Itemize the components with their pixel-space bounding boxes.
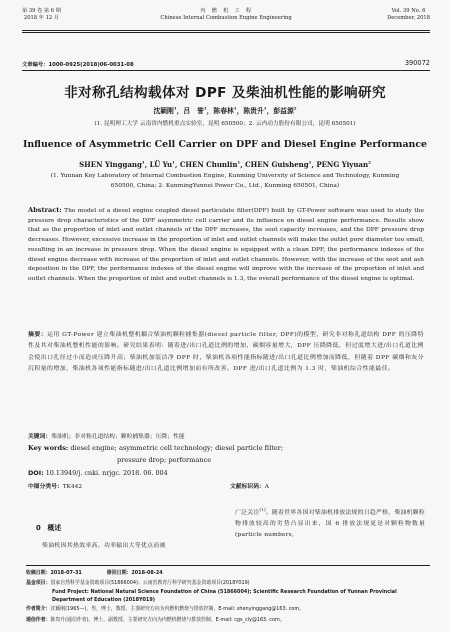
section-paragraph-cont: 广泛关注 — [235, 510, 260, 516]
author-affil-mark: 1 — [173, 105, 177, 111]
author-name-en: SHEN Yinggang — [79, 160, 142, 169]
article-id-line — [22, 60, 430, 68]
doc-code-label: 文献标识码： — [230, 484, 265, 490]
revised-date: 2018-08-24 — [131, 570, 163, 576]
received-date: 2018-07-31 — [50, 570, 82, 576]
article-code: 390072 — [404, 59, 430, 67]
fund-text: 国家自然科学基金资助项目(51866004)；云南省教育厅科学研究基金资助项目(2018Y019) — [50, 580, 250, 587]
author-name-en: CHEN Chunlin — [179, 160, 238, 169]
fund-label: 基金项目： — [26, 580, 51, 587]
author-affil-mark: 1 — [141, 159, 145, 165]
id-rule — [22, 70, 430, 71]
author-bio: 沈颖刚(1965—)，男，博士，教授，主要研究方向为内燃机燃烧与排放控制，E-mail: shenyinggang@163. com。 — [50, 606, 305, 613]
section-paragraph-cont: 。随着世界各国对柴油机排放法规的日趋严格，柴油机颗粒物排放较高的劣势凸显出来，国 6 排放法规更是对颗粒物数量(particle numbers, — [235, 510, 425, 538]
corresponding-label: 通信作者： — [26, 616, 51, 623]
author-name: 陈春林 — [213, 107, 234, 115]
author-name-en: CHEN Guisheng — [245, 160, 309, 169]
footnote-fund — [26, 578, 430, 588]
doi-label: DOI: — [28, 469, 44, 477]
volume-issue-en: Vol. 39 No. 6 — [391, 8, 426, 14]
keywords-label-en: Key words: — [28, 444, 69, 452]
abstract-label-en: Abstract: — [28, 206, 62, 214]
corresponding-bio: 陈贵升(通信作者)，博士，副教授，主要研究方向为内燃机燃烧与排放控制，E-mail: cgs_cly@163. com。 — [50, 616, 285, 623]
author-affil-mark: 2 — [293, 105, 297, 111]
running-header — [22, 8, 430, 30]
clc-label: 中图分类号： — [28, 484, 63, 490]
issue-date-en: December, 2018 — [387, 15, 430, 21]
authors-cn: 沈颖刚$^1$，吕 誉$^1$，陈春林$^1$，陈贵升$^1$，彭益源$^2$ — [153, 105, 297, 115]
footnote-corresponding — [26, 615, 430, 625]
fund-text-en: Fund Project: National Natural Science Foundation of China (51866004); Scientific Research Foundation of Yunnan Provincial Department of Education (2018Y019) — [52, 589, 397, 604]
body-column-right — [235, 508, 425, 541]
doi-value: 10.13949/j. cnki. nrjgc. 2018. 06. 004 — [45, 469, 168, 477]
issue-date-cn: 2018 年 12 月 — [23, 15, 60, 21]
journal-name — [22, 8, 430, 22]
author-name: 沈颖刚 — [153, 107, 174, 115]
abstract-text-cn: 运用 GT-Power 建立柴油机整机耦合柴油机颗粒捕集器(diesel particle filter, DPF)的模型，研究非对称孔道结构 DPF 的压降特性及其对柴油机整机性能的影响。研究结果表明：随着进/出口孔道比例的增加，碳烟容量增大，DPF 压降降低，但过度增大进/出口孔道比例会使出口孔径过小而造成压降升高；柴油机加装洁净 DPF 时，柴油机各项性能指标随进/出口孔道比例增加而降低，但随着 DPF 碳烟和灰分沉积量的增加，柴油机各项性能指标随进/出口孔道比例增加而有所改善。DPF 进/出口孔道比例为 1.3 时，柴油机综合性能最佳。 — [28, 332, 424, 372]
received-label: 收稿日期： — [26, 570, 51, 576]
footnote-dates — [26, 568, 430, 578]
author-affil-mark: 1 — [203, 105, 207, 111]
footnotes — [26, 568, 430, 625]
author-name: 吕 誉 — [183, 107, 204, 115]
journal-name-en: Chinese Internal Combustion Engine Engineering — [160, 15, 292, 21]
title-cn: 非对称孔结构载体对 DPF 及柴油机性能的影响研究 — [64, 85, 386, 101]
title-en: Influence of Asymmetric Cell Carrier on DPF and Diesel Engine Performance — [22, 139, 428, 150]
keywords-en — [28, 442, 424, 466]
journal-name-cn: 内 燃 机 工 程 — [200, 8, 252, 14]
volume-issue: 第 39 卷 第 6 期 — [22, 8, 61, 14]
affiliation-en: (1. Yunnan Key Laboratory of Internal Combustion Engine, Kunming University of Science and Technology, Kunming 650500, China; 2. KunmingYunnei Power Co., Ltd., Kunming 650501, China) — [50, 173, 400, 189]
author-affil-mark: 1 — [172, 159, 175, 165]
author-name: 陈贵升 — [243, 107, 264, 115]
author-name-en: LÜ Yu — [149, 160, 173, 169]
keywords-cn — [28, 431, 185, 440]
author-affil-mark: 2 — [368, 159, 371, 165]
citation-mark: [1] — [259, 507, 266, 513]
doc-code-value: A — [264, 484, 269, 490]
author-affil-mark: 1 — [308, 159, 312, 165]
author-name: 彭益源 — [273, 107, 294, 115]
author-bio-label: 作者简介： — [26, 606, 51, 613]
abstract-label-cn: 摘要： — [28, 332, 48, 338]
author-affil-mark: 1 — [263, 105, 267, 111]
abstract-en — [28, 206, 424, 284]
section-heading: 0 概述 — [36, 524, 62, 532]
keywords-text-en-cont: pressure drop; performance — [117, 456, 212, 464]
footnote-fund-en — [26, 588, 430, 604]
author-affil-mark: 1 — [233, 105, 237, 111]
author-name-en: PENG Yiyuan — [316, 160, 369, 169]
doi-line — [28, 469, 168, 477]
clc-value: TK442 — [62, 484, 83, 490]
body-column-left — [28, 508, 211, 549]
keywords-text-cn: 柴油机；非对称孔道结构；颗粒捕集器；压降；性能 — [51, 434, 185, 440]
abstract-cn — [28, 330, 424, 375]
keywords-text-en: diesel engine; asymmetric cell technology; diesel particle filter; — [70, 444, 284, 452]
classification-line — [28, 481, 424, 490]
section-paragraph: 柴油机因其热效率高、功率输出大等优点而被 — [42, 543, 166, 549]
header-rule-bottom — [22, 32, 430, 33]
affiliation-cn: (1. 昆明理工大学 云南省内燃机重点实验室，昆明 650500；2. 云内动力股份有限公司，昆明 650501) — [94, 121, 356, 127]
abstract-text-en: The model of a diesel engine coupled diesel particulate filter(DPF) built by GT-Power software was used to study the pressure drop characteristics of the DPF asymmetric cell carrier and its influence on diesel engine performance. Results show that as the proportion of inlet and outlet channels of the DPF increases, the soot capacity increases, and the DPF pressure drop decreases. However, excessive increase in the proportion of inlet and outlet channels will make the outlet pore diameter too small, resulting in an increase in pressure drop. When the diesel engine is equipped with a clean DPF, the performance indexes of the diesel engine decrease with increase of the proportion of inlet and outlet channels. However, with the increase of the soot and ash deposition in the DPF, the performance indexes of the diesel engine will improve with the increase of the proportion of inlet and outlet channels. When the proportion of inlet and outlet channels is 1.3, the overall performance of the diesel engine is optimal. — [28, 207, 424, 282]
footnote-rule — [26, 565, 430, 566]
footnote-author — [26, 604, 430, 614]
author-affil-mark: 1 — [237, 159, 241, 165]
keywords-label-cn: 关键词： — [28, 434, 52, 440]
authors-en: SHEN Yinggang$^1$, LÜ Yu$^1$, CHEN Chunlin$^1$, CHEN Guisheng$^1$, PENG Yiyuan$^2$ — [79, 159, 371, 169]
article-number-cn: 文章编号：1000-0925(2018)06-0031-08 — [22, 62, 134, 68]
revised-label: 修回日期： — [106, 570, 132, 576]
journal-volume-en — [387, 8, 430, 22]
